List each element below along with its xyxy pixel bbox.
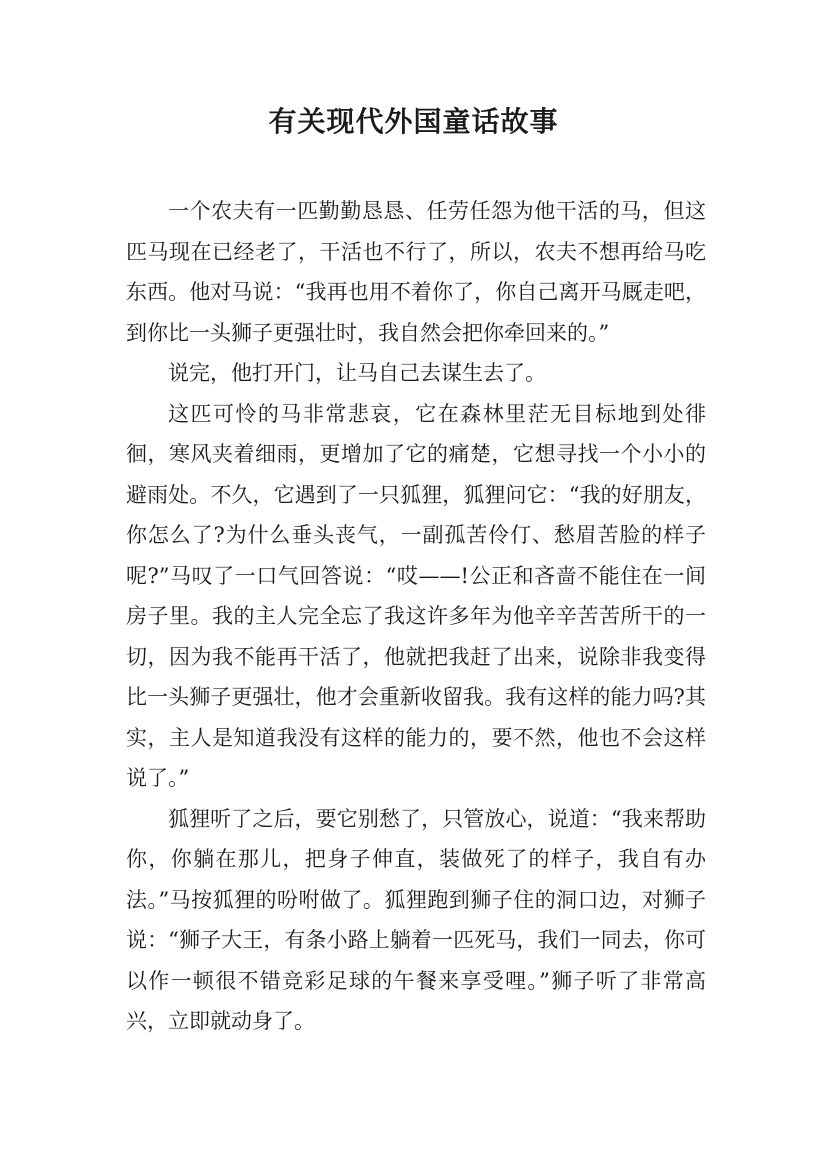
document-body [126, 191, 706, 1042]
paragraph: 一个农夫有一匹勤勤恳恳、任劳任怨为他干活的马，但这匹马现在已经老了，干活也不行了，所以，农夫不想再给马吃东西。他对马说：“我再也用不着你了，你自己离开马厩走吧，到你比一头狮子更强壮时，我自然会把你牵回来的。” [126, 199, 706, 345]
paragraph: 狐狸听了之后，要它别愁了，只管放心，说道：“我来帮助你，你躺在那儿，把身子伸直，装做死了的样子，我自有办法。”马按狐狸的吩咐做了。狐狸跑到狮子住的洞口边，对狮子说：“狮子大王，有条小路上躺着一匹死马，我们一同去，你可以作一顿很不错竞彩足球的午餐来享受哩。”狮子听了非常高兴，立即就动身了。 [126, 806, 706, 1033]
paragraph: 说完，他打开门，让马自己去谋生去了。 [168, 361, 546, 385]
document-title: 有关现代外国童话故事 [268, 105, 559, 138]
paragraph: 这匹可怜的马非常悲哀，它在森林里茫无目标地到处徘徊，寒风夹着细雨，更增加了它的痛楚，它想寻找一个小小的避雨处。不久，它遇到了一只狐狸，狐狸问它：“我的好朋友，你怎么了?为什么垂头丧气，一副孤苦伶仃、愁眉苦脸的样子呢?”马叹了一口气回答说：“哎——!公正和吝啬不能住在一间房子里。我的主人完全忘了我这许多年为他辛辛苦苦所干的一切，因为我不能再干活了，他就把我赶了出来，说除非我变得比一头狮子更强壮，他才会重新收留我。我有这样的能力吗?其实，主人是知道我没有这样的能力的，要不然，他也不会这样说了。” [126, 401, 706, 790]
